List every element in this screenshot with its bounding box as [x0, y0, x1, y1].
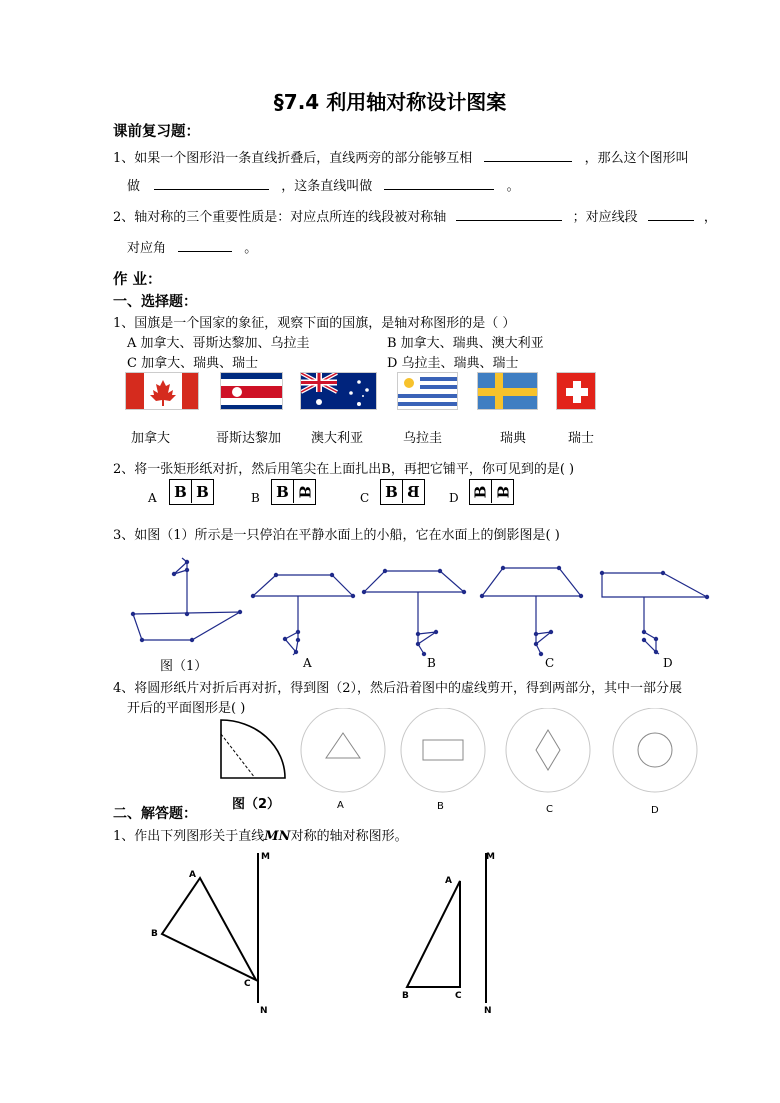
line-mn-name: MN — [264, 829, 291, 844]
review-q1-line2 — [127, 175, 520, 194]
q3-stem: 3、如图（1）所示是一只停泊在平静水面上的小船，它在水面上的倒影图是( ) — [113, 528, 560, 543]
circle-hole — [638, 733, 672, 767]
answer-blank[interactable] — [484, 149, 572, 162]
letter-b: B — [493, 485, 512, 498]
page-title: §7.4 利用轴对称设计图案 — [273, 90, 507, 114]
boat-option-d — [602, 573, 707, 654]
switzerland-flag-image — [556, 372, 596, 410]
q2-label-b: B — [251, 491, 260, 505]
letter-b: B — [174, 482, 187, 501]
q2-text-5: 。 — [244, 241, 258, 256]
point-label-c: C — [244, 979, 251, 989]
canada-flag-image — [125, 372, 199, 410]
q2-option-b-box[interactable] — [271, 479, 316, 505]
answer-blank[interactable] — [648, 208, 694, 221]
q1-option-c: C 加拿大、瑞典、瑞士 — [127, 356, 259, 371]
diamond-hole — [536, 730, 560, 770]
q1-text-4: ，这条直线叫做 — [281, 179, 373, 194]
boat-option-b — [364, 571, 464, 654]
flag-label-canada: 加拿大 — [131, 431, 171, 446]
point-label-n: N — [260, 1006, 268, 1016]
q4-label-d: D — [651, 805, 659, 816]
point-label-c: C — [455, 991, 462, 1001]
boat-figures — [120, 548, 720, 668]
review-q2-line2 — [127, 237, 257, 256]
review-q2-line1 — [113, 206, 717, 225]
point-label-b: B — [402, 991, 409, 1001]
q2-text-2: ；对应线段 — [572, 210, 638, 225]
option-c-circle — [506, 708, 590, 792]
letter-b: B — [407, 482, 420, 501]
q2-text-4: 对应角 — [127, 241, 167, 256]
s2-q1-stem — [113, 825, 408, 844]
section-choice-heading: 一、选择题： — [113, 294, 197, 310]
option-a-circle — [301, 708, 385, 792]
q1-text-1: 1、如果一个图形沿一条直线折叠后，直线两旁的部分能够互相 — [113, 151, 473, 166]
q1-option-b: B 加拿大、瑞典、澳大利亚 — [387, 336, 544, 351]
homework-heading: 作 业： — [113, 272, 162, 288]
costa-rica-flag-image — [220, 372, 283, 410]
flag-label-costa-rica: 哥斯达黎加 — [216, 431, 282, 446]
q2-option-d-box[interactable] — [469, 479, 514, 505]
q2-text-3: ， — [703, 210, 717, 225]
q1-option-d: D 乌拉圭、瑞典、瑞士 — [387, 356, 519, 371]
answer-blank[interactable] — [456, 208, 562, 221]
point-label-b: B — [151, 929, 158, 939]
letter-b-mirrored — [402, 480, 424, 503]
letter-b: B — [471, 485, 490, 498]
option-b-circle — [401, 708, 485, 792]
figure-2-label: 图（2） — [232, 797, 281, 812]
letter-b: B — [191, 480, 213, 503]
letter-b-rotated-right — [491, 480, 513, 503]
triangle-abc-right — [407, 881, 460, 987]
q2-label-c: C — [360, 491, 370, 505]
uruguay-flag-image — [397, 372, 458, 410]
point-label-a: A — [189, 870, 196, 880]
letter-b: B — [385, 482, 398, 501]
letter-b-rotated — [293, 480, 315, 503]
sweden-flag-image — [477, 372, 538, 410]
q1-stem: 1、国旗是一个国家的象征，观察下面的国旗，是轴对称图形的是（ ） — [113, 316, 516, 331]
flag-label-sweden: 瑞典 — [500, 431, 527, 446]
answer-blank[interactable] — [178, 239, 232, 252]
q1-text-3: 做 — [127, 179, 141, 194]
flag-label-switzerland: 瑞士 — [568, 431, 595, 446]
q2-text-1: 2、轴对称的三个重要性质是：对应点所连的线段被对称轴 — [113, 210, 447, 225]
australia-flag-image — [300, 372, 377, 410]
answer-blank[interactable] — [154, 177, 269, 190]
q4-label-b: B — [437, 801, 444, 812]
q3-label-b: B — [427, 656, 436, 670]
q2-option-a-box[interactable] — [169, 479, 214, 505]
q2-label-a: A — [148, 491, 157, 505]
point-label-m: M — [261, 852, 270, 862]
q1-option-a: A 加拿大、哥斯达黎加、乌拉圭 — [127, 336, 310, 351]
point-label-m: M — [486, 852, 495, 862]
symmetry-exercise-figures — [140, 845, 520, 1025]
q1-text-2: ，那么这个图形叫 — [584, 151, 689, 166]
rectangle-hole — [423, 740, 463, 760]
letter-b: B — [276, 482, 289, 501]
s2-q1-text-2: 对称的轴对称图形。 — [290, 829, 408, 844]
triangle-abc-left — [162, 878, 256, 980]
q4-label-a: A — [337, 800, 344, 811]
review-q1-line1 — [113, 147, 689, 166]
section-answer-heading: 二、解答题： — [113, 806, 197, 822]
figure-1-label: 图（1） — [160, 659, 208, 674]
quarter-circle-figure — [221, 720, 285, 778]
flag-label-australia: 澳大利亚 — [311, 431, 364, 446]
s2-q1-text-1: 1、作出下列图形关于直线 — [113, 829, 265, 844]
point-label-n: N — [484, 1006, 492, 1016]
q3-label-a: A — [303, 656, 312, 670]
paper-cut-figures — [215, 708, 705, 798]
letter-b: B — [295, 485, 314, 498]
boat-option-c — [482, 568, 581, 654]
flag-label-uruguay: 乌拉圭 — [403, 431, 443, 446]
q4-label-c: C — [546, 804, 553, 815]
q2-label-d: D — [449, 491, 459, 505]
boat-option-a — [253, 575, 353, 655]
q2-option-c-box[interactable] — [380, 479, 425, 505]
answer-blank[interactable] — [384, 177, 494, 190]
letter-b-rotated-left — [470, 480, 491, 503]
q3-label-d: D — [663, 656, 673, 670]
option-d-circle — [613, 708, 697, 792]
q1-text-5: 。 — [506, 179, 520, 194]
point-label-a: A — [445, 876, 452, 886]
q2-stem: 2、将一张矩形纸对折，然后用笔尖在上面扎出B，再把它铺平，你可见到的是( ) — [113, 462, 575, 477]
q4-stem-line1: 4、将圆形纸片对折后再对折，得到图（2），然后沿着图中的虚线剪开，得到两部分，其中一部分展 — [113, 681, 683, 696]
q4-stem-line2: 开后的平面图形是( ) — [127, 701, 246, 716]
triangle-hole — [326, 733, 360, 758]
review-heading: 课前复习题： — [113, 124, 200, 140]
q3-label-c: C — [545, 656, 555, 670]
